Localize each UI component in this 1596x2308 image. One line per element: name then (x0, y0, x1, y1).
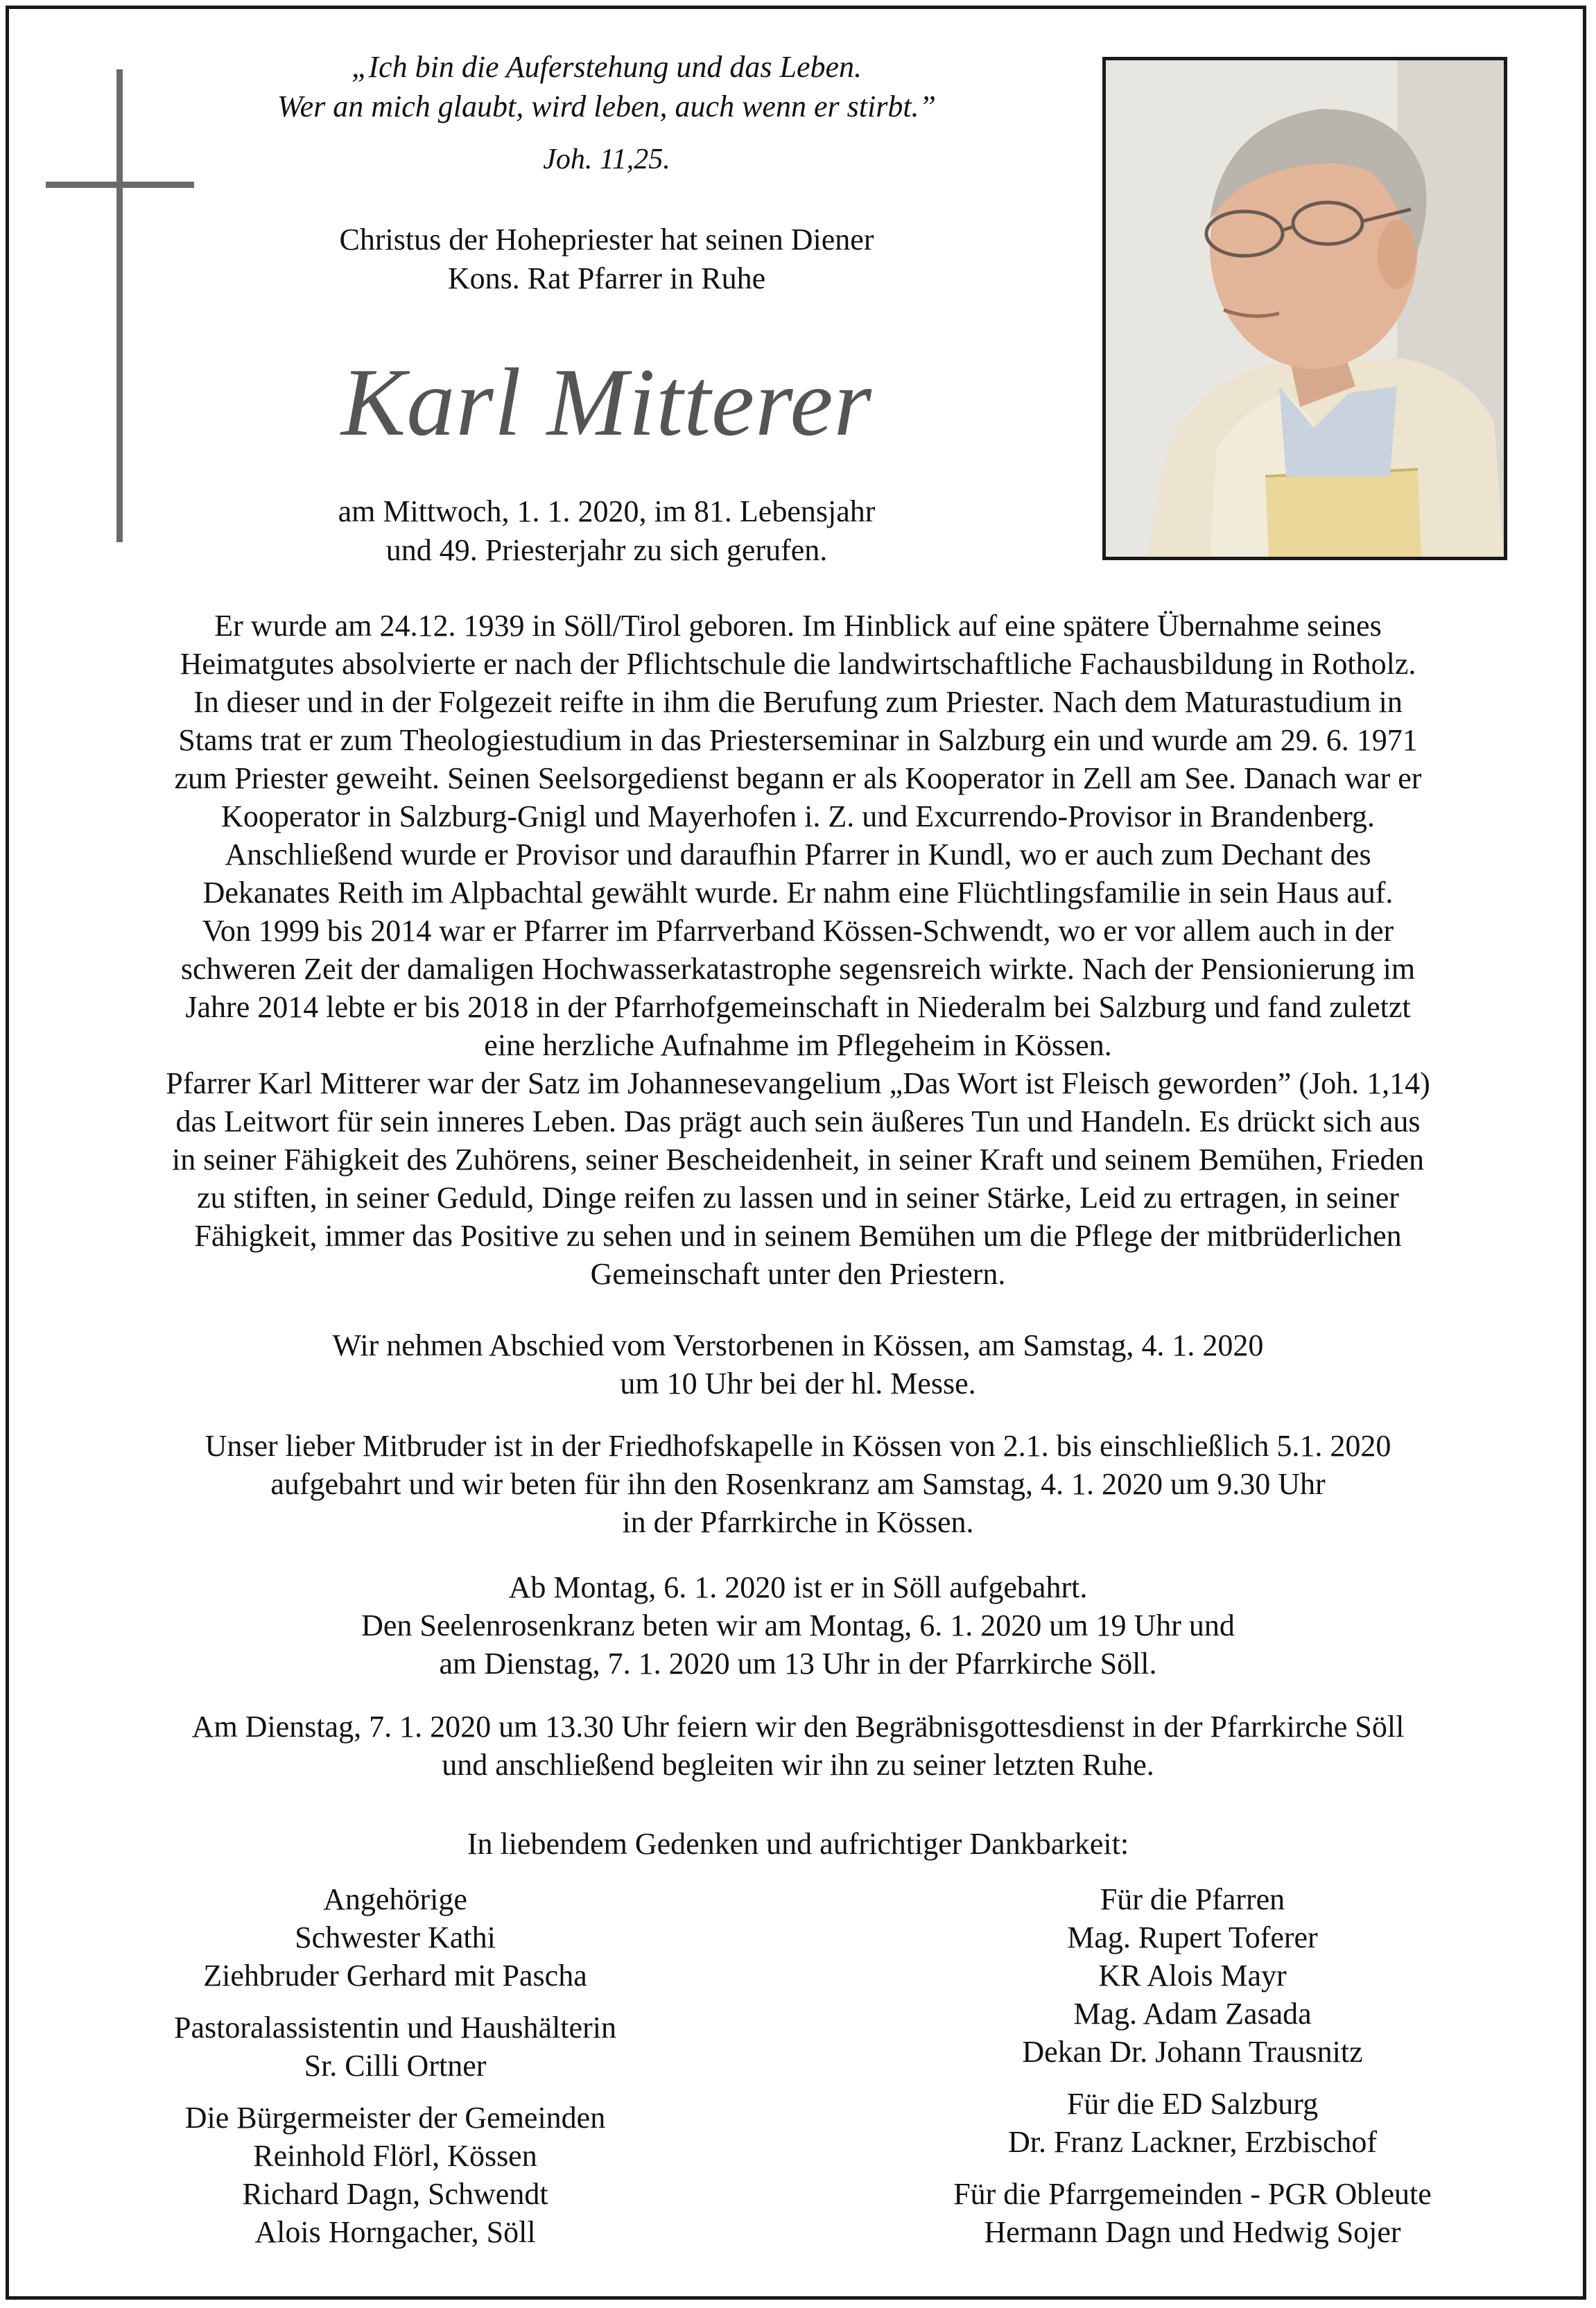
biography-line: schweren Zeit der damaligen Hochwasserkatastrophe segensreich wirkte. Nach der Pensionierung im (180, 952, 1416, 986)
mourner-group-parish-councils (832, 2175, 1553, 2251)
mourners-left (42, 1880, 749, 2265)
mourner-group-mayors (42, 2099, 749, 2251)
quote-reference: Joh. 11,25. (543, 144, 670, 175)
deceased-name: Karl Mitterer (340, 349, 873, 456)
farewell-line: um 10 Uhr bei der hl. Messe. (620, 1366, 976, 1400)
biography-line: Stams trat er zum Theologiestudium in das Priesterseminar in Salzburg ein und wurde am 29. 6. 1971 (178, 723, 1418, 757)
biography-line: In dieser und in der Folgezeit reifte in ihm die Berufung zum Priester. Nach dem Maturastudium in (193, 685, 1403, 719)
closing-line: In liebendem Gedenken und aufrichtiger Dankbarkeit: (467, 1827, 1129, 1861)
biography-line: Von 1999 bis 2014 war er Pfarrer im Pfarrverband Kössen-Schwendt, wo er vor allem auch in der (202, 914, 1394, 948)
portrait-photo (1102, 57, 1507, 560)
mourner-line: Für die Pfarrgemeinden - PGR Obleute (953, 2177, 1432, 2211)
lying-in-state-line: aufgebahrt und wir beten für ihn den Rosenkranz am Samstag, 4. 1. 2020 um 9.30 Uhr (270, 1467, 1326, 1501)
mourner-line: KR Alois Mayr (1098, 1959, 1287, 1993)
biography-line: zu stiften, in seiner Geduld, Dinge reifen zu lassen und in seiner Stärke, Leid zu ertragen, in seiner (197, 1181, 1399, 1215)
mourner-line: Sr. Cilli Ortner (304, 2049, 487, 2083)
biography-line: Heimatgutes absolvierte er nach der Pflichtschule die landwirtschaftliche Fachausbildung in Rotholz. (180, 647, 1416, 681)
biography-line: Jahre 2014 lebte er bis 2018 in der Pfarrhofgemeinschaft in Niederalm bei Salzburg und fand zuletzt (185, 990, 1411, 1024)
mourner-group-archdiocese (832, 2085, 1553, 2161)
mourner-line: Die Bürgermeister der Gemeinden (184, 2101, 606, 2135)
mourner-line: Alois Horngacher, Söll (254, 2215, 536, 2249)
biography-line: Anschließend wurde er Provisor und daraufhin Pfarrer in Kundl, wo er auch zum Dechant des (225, 838, 1371, 871)
mourner-line: Für die Pfarren (1100, 1882, 1285, 1916)
biography-line: das Leitwort für sein inneres Leben. Das prägt auch sein äußeres Tun und Handeln. Es drückt sich aus (175, 1104, 1421, 1138)
portrait-photo-image (1106, 60, 1504, 557)
lying-in-state-line: in der Pfarrkirche in Kössen. (622, 1505, 974, 1539)
funeral-line: und anschließend begleiten wir ihn zu seiner letzten Ruhe. (442, 1748, 1154, 1782)
cross-icon (116, 69, 123, 542)
bible-quote (159, 47, 1054, 126)
death-notice-line: und 49. Priesterjahr zu sich gerufen. (385, 533, 828, 567)
mourner-group-assistant (42, 2008, 749, 2085)
intro-line: Christus der Hohepriester hat seinen Diener (339, 223, 874, 257)
farewell-line: Wir nehmen Abschied vom Verstorbenen in Kössen, am Samstag, 4. 1. 2020 (332, 1328, 1264, 1362)
funeral-notice (42, 1708, 1554, 1784)
quote-line: Wer an mich glaubt, wird leben, auch wenn er stirbt.” (277, 89, 937, 123)
death-notice (159, 492, 1054, 570)
biography-line: eine herzliche Aufnahme im Pflegeheim in Kössen. (484, 1028, 1112, 1062)
lying-in-state-notice (42, 1427, 1554, 1541)
mourner-line: Mag. Adam Zasada (1073, 1997, 1312, 2031)
biography (42, 607, 1554, 1293)
mourner-line: Schwester Kathi (295, 1920, 496, 1954)
soell-line: Den Seelenrosenkranz beten wir am Montag, 6. 1. 2020 um 19 Uhr und (361, 1608, 1235, 1642)
mourner-line: Pastoralassistentin und Haushälterin (174, 2011, 616, 2045)
mourner-line: Reinhold Flörl, Kössen (253, 2139, 537, 2173)
mourners-right (832, 1880, 1553, 2265)
biography-line: Er wurde am 24.12. 1939 in Söll/Tirol geboren. Im Hinblick auf eine spätere Übernahme seines (214, 609, 1382, 643)
mourner-line: Richard Dagn, Schwendt (242, 2177, 548, 2211)
mourner-line: Angehörige (323, 1882, 467, 1916)
biography-line: Pfarrer Karl Mitterer war der Satz im Johannesevangelium „Das Wort ist Fleisch geworden” (Joh. 1,14) (166, 1066, 1430, 1100)
mourner-line: Dr. Franz Lackner, Erzbischof (1007, 2125, 1378, 2159)
biography-line: Gemeinschaft unter den Priestern. (590, 1257, 1006, 1291)
intro-line: Kons. Rat Pfarrer in Ruhe (447, 261, 766, 295)
mourner-line: Für die ED Salzburg (1066, 2087, 1319, 2121)
soell-line: Ab Montag, 6. 1. 2020 ist er in Söll aufgebahrt. (508, 1570, 1088, 1604)
funeral-line: Am Dienstag, 7. 1. 2020 um 13.30 Uhr feiern wir den Begräbnisgottesdienst in der Pfarrkirche Söll (191, 1710, 1405, 1744)
cross-icon-bar (46, 182, 194, 188)
biography-line: Kooperator in Salzburg-Gnigl und Mayerhofen i. Z. und Excurrendo-Provisor in Brandenberg. (221, 799, 1375, 833)
quote-line: „Ich bin die Auferstehung und das Leben. (351, 50, 862, 84)
mourner-line: Hermann Dagn und Hedwig Sojer (984, 2215, 1401, 2249)
death-notice-line: am Mittwoch, 1. 1. 2020, im 81. Lebensjahr (338, 494, 876, 528)
soell-notice (42, 1568, 1554, 1683)
soell-line: am Dienstag, 7. 1. 2020 um 13 Uhr in der Pfarrkirche Söll. (439, 1647, 1157, 1681)
farewell-notice (42, 1326, 1554, 1403)
intro-text (159, 220, 1054, 298)
biography-line: zum Priester geweiht. Seinen Seelsorgedienst begann er als Kooperator in Zell am See. Danach war er (174, 761, 1422, 795)
biography-line: in seiner Fähigkeit des Zuhörens, seiner Bescheidenheit, in seiner Kraft und seinem Bemühen, Frieden (172, 1143, 1424, 1177)
biography-line: Fähigkeit, immer das Positive zu sehen und in seinem Bemühen um die Pflege der mitbrüderlichen (194, 1219, 1402, 1253)
mourner-line: Mag. Rupert Toferer (1067, 1920, 1318, 1954)
biography-line: Dekanates Reith im Alpbachtal gewählt wurde. Er nahm eine Flüchtlingsfamilie in sein Haus auf. (202, 876, 1394, 910)
mourner-group-parishes (832, 1880, 1553, 2071)
lying-in-state-line: Unser lieber Mitbruder ist in der Friedhofskapelle in Kössen von 2.1. bis einschließlich 5.1. 2020 (205, 1429, 1391, 1463)
mourner-group-family (42, 1880, 749, 1995)
mourner-line: Dekan Dr. Johann Trausnitz (1022, 2035, 1363, 2069)
mourner-line: Ziehbruder Gerhard mit Pascha (203, 1959, 587, 1993)
